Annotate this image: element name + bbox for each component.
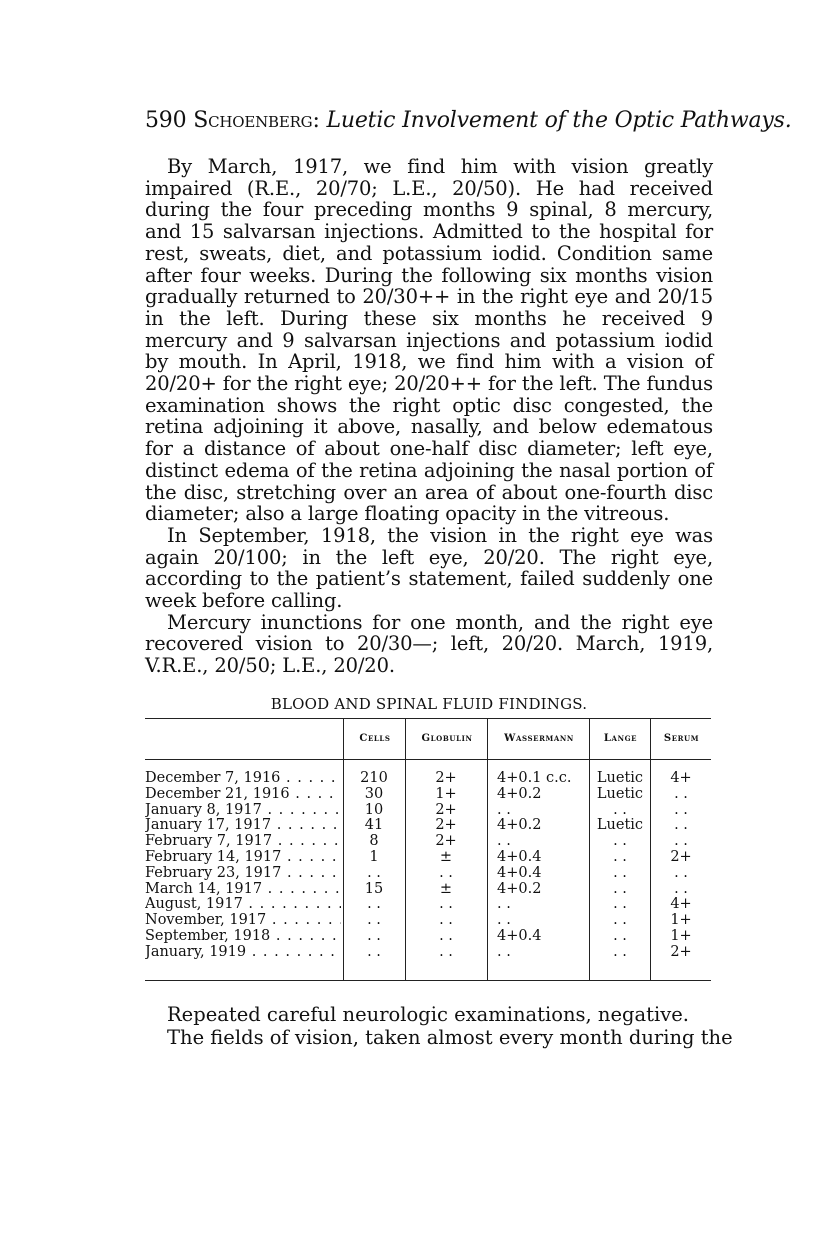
cell-serum: . . xyxy=(674,817,688,834)
table-bottom-rule xyxy=(145,980,711,981)
cell-wassermann: 4+0.2 xyxy=(497,785,542,802)
article-title: Luetic Involvement of the Optic Pathways. xyxy=(326,108,792,133)
cell-serum: 2+ xyxy=(670,943,692,960)
row-date: January 17, 1917 . . . xyxy=(145,818,341,834)
cell-wassermann: 4+0.2 xyxy=(497,817,542,834)
column-header-cells: Cells xyxy=(359,733,391,744)
cell-count: 15 xyxy=(364,880,384,897)
cell-globulin: . . xyxy=(439,912,453,929)
row-date: December 21, 1916 . . . xyxy=(145,787,341,803)
paragraph-2: In September, 1918, the vision in the right eye was again 20/100; in the left eye, 20/20. The right eye, according to the patient’s statement, failed suddenly one week before calling. xyxy=(145,523,713,613)
row-date: August, 1917 . . . xyxy=(145,897,341,913)
cell-globulin: 2+ xyxy=(435,801,457,818)
cell-serum: . . xyxy=(674,880,688,897)
page-number: 590 xyxy=(145,108,187,133)
table-row xyxy=(145,850,711,866)
cell-wassermann: 4+0.4 xyxy=(497,864,542,881)
row-date: January, 1919 . . . xyxy=(145,945,341,961)
paragraph-3: Mercury inunctions for one month, and the right eye recovered vision to 20/30—; left, 20/20. March, 1919, V.R.E., 20/50; L.E., 20/20. xyxy=(145,610,713,678)
cell-count: 41 xyxy=(364,817,384,834)
cell-lange: . . xyxy=(613,943,627,960)
cell-wassermann: 4+0.4 xyxy=(497,927,542,944)
table-row xyxy=(145,803,711,819)
cell-globulin: . . xyxy=(439,927,453,944)
cell-globulin: . . xyxy=(439,943,453,960)
cell-serum: . . xyxy=(674,785,688,802)
paragraph-1: By March, 1917, we find him with vision greatly impaired (R.E., 20/70; L.E., 20/50). He had received during the four preceding months 9 spinal, 8 mercury, and 15 salvarsan injections. Admitted to the hospital for rest, sweats, diet, and potassium iodid. Condition same after four weeks. During the following six months vision gradually returned to 20/30++ in the right eye and 20/15 in the left. During these six months he received 9 mercury and 9 salvarsan injections and potassium iodid by mouth. In April, 1918, we find him with a vision of 20/20+ for the right eye; 20/20++ for the left. The fundus examination shows the right optic disc congested, the retina adjoining it above, nasally, and below edematous for a distance of about one-half disc diameter; left eye, distinct edema of the retina adjoining the nasal portion of the disc, stretching over an area of about one-fourth disc diameter; also a large floating opacity in the vitreous. xyxy=(145,155,713,526)
cell-lange: Luetic xyxy=(596,817,644,834)
table-row xyxy=(145,818,711,834)
body-text xyxy=(145,156,713,677)
column-header-wassermann: Wassermann xyxy=(504,733,574,744)
cell-serum: 2+ xyxy=(670,848,692,865)
column-header-globulin: Globulin xyxy=(421,733,473,744)
cell-wassermann: 4+0.1 c.c. xyxy=(497,770,572,786)
cell-count: . . xyxy=(367,896,381,913)
cell-serum: . . xyxy=(674,801,688,818)
cell-serum: 1+ xyxy=(670,912,692,929)
cell-count: . . xyxy=(367,864,381,881)
closing-text xyxy=(145,1003,733,1049)
cell-globulin: ± xyxy=(439,848,453,865)
table-row xyxy=(145,913,711,929)
cell-serum: 1+ xyxy=(670,927,692,944)
cell-wassermann: . . xyxy=(497,801,511,818)
column-header-serum: Serum xyxy=(663,733,700,744)
cell-globulin: 2+ xyxy=(435,833,457,850)
row-date: December 7, 1916 . . . xyxy=(145,771,341,787)
cell-serum: . . xyxy=(674,864,688,881)
row-date: March 14, 1917 . . . xyxy=(145,882,341,898)
cell-globulin: . . xyxy=(439,896,453,913)
cell-lange: . . xyxy=(613,912,627,929)
cell-count: 30 xyxy=(364,785,384,802)
cell-wassermann: . . xyxy=(497,833,511,850)
cell-wassermann: 4+0.2 xyxy=(497,880,542,897)
cell-globulin: . . xyxy=(439,864,453,881)
table-row xyxy=(145,897,711,913)
row-date: January 8, 1917 . . . xyxy=(145,803,341,819)
row-date: February 14, 1917 . . . xyxy=(145,850,341,866)
running-header: 590 Schoenberg: Luetic Involvement of the Optic Pathways. xyxy=(145,108,792,133)
table-top-rule xyxy=(145,718,711,719)
table-row xyxy=(145,882,711,898)
cell-lange: Luetic xyxy=(596,770,644,786)
cell-globulin: ± xyxy=(439,880,453,897)
cell-wassermann: . . xyxy=(497,943,511,960)
cell-serum: 4+ xyxy=(670,770,692,786)
cell-count: . . xyxy=(367,912,381,929)
cell-globulin: 2+ xyxy=(435,770,457,786)
row-date: February 7, 1917 . . . xyxy=(145,834,341,850)
table-row xyxy=(145,771,711,787)
cell-lange: . . xyxy=(613,833,627,850)
cell-lange: . . xyxy=(613,896,627,913)
closing-line-2: The fields of vision, taken almost every month during the xyxy=(167,1026,733,1049)
table-row xyxy=(145,787,711,803)
cell-count: . . xyxy=(367,927,381,944)
table-row xyxy=(145,945,711,961)
cell-globulin: 1+ xyxy=(435,785,457,802)
cell-wassermann: 4+0.4 xyxy=(497,848,542,865)
row-date: February 23, 1917 . . . xyxy=(145,866,341,882)
cell-count: 210 xyxy=(360,770,388,786)
closing-line-1: Repeated careful neurologic examinations, negative. xyxy=(167,1003,689,1026)
table-row xyxy=(145,929,711,945)
cell-lange: Luetic xyxy=(596,785,644,802)
column-header-lange: Lange xyxy=(603,733,638,744)
table-row xyxy=(145,866,711,882)
cell-serum: . . xyxy=(674,833,688,850)
cell-lange: . . xyxy=(613,927,627,944)
cell-wassermann: . . xyxy=(497,912,511,929)
cell-serum: 4+ xyxy=(670,896,692,913)
cell-count: 8 xyxy=(369,833,379,850)
author-name: Schoenberg xyxy=(193,108,313,133)
cell-lange: . . xyxy=(613,848,627,865)
cell-count: . . xyxy=(367,943,381,960)
cell-lange: . . xyxy=(613,880,627,897)
row-date: September, 1918 . . . xyxy=(145,929,341,945)
table-title: BLOOD AND SPINAL FLUID FINDINGS. xyxy=(270,695,588,713)
table-row xyxy=(145,834,711,850)
table-body xyxy=(145,771,711,961)
cell-count: 1 xyxy=(369,848,379,865)
cell-lange: . . xyxy=(613,801,627,818)
row-date: November, 1917 . . . xyxy=(145,913,341,929)
cell-lange: . . xyxy=(613,864,627,881)
cell-globulin: 2+ xyxy=(435,817,457,834)
table-header-rule xyxy=(145,759,711,760)
cell-count: 10 xyxy=(364,801,384,818)
cell-wassermann: . . xyxy=(497,896,511,913)
